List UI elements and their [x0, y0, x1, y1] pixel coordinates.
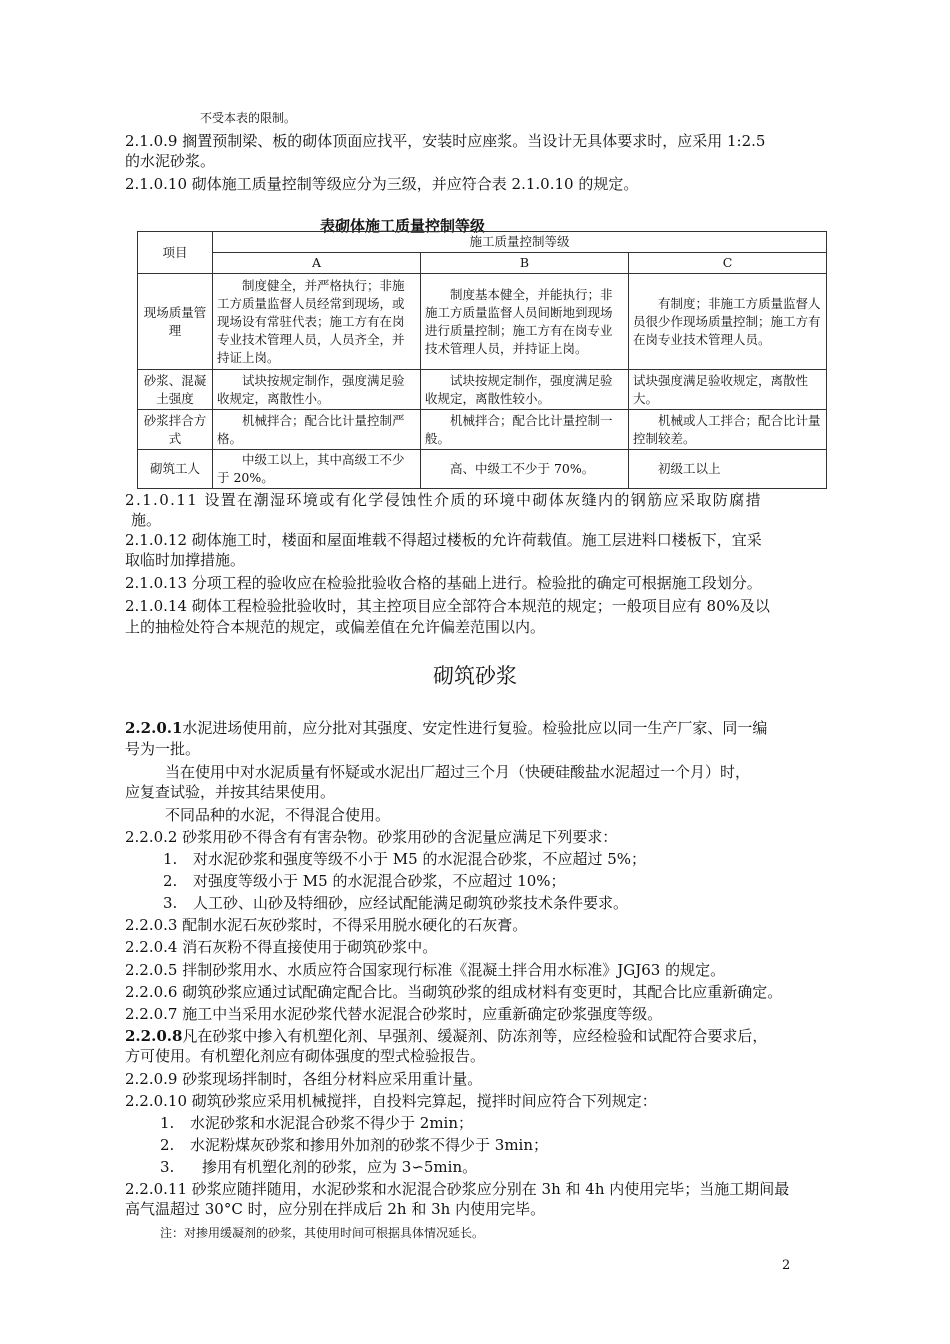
row-item: 现场质量管理 — [138, 274, 213, 370]
clause-2-2-0-1-para3: 不同品种的水泥，不得混合使用。 — [165, 806, 391, 824]
clause-2-2-0-1-line1 — [125, 718, 830, 738]
table-row — [138, 370, 827, 410]
clause-2-2-0-11-line1: 2.2.0.11 砂浆应随拌随用，水泥砂浆和水泥混合砂浆应分别在 3h 和 4h 内使用完毕；当施工期间最 — [125, 1180, 790, 1198]
section-title: 砌筑砂浆 — [433, 664, 517, 688]
table-row — [138, 450, 827, 489]
note: 注：对掺用缓凝剂的砂浆，其使用时间可根据具体情况延长。 — [160, 1226, 485, 1240]
table-row — [138, 274, 827, 370]
cell-b: 制度基本健全，并能执行；非施工方质量监督人员间断地到现场进行质量控制；施工方有在岗专业技术管理人员，并持证上岗。 — [421, 274, 629, 370]
cell-a: 制度健全，并严格执行；非施工方质量监督人员经常到现场，或现场设有常驻代表；施工方有在岗专业技术管理人员，人员齐全，并持证上岗。 — [213, 274, 421, 370]
clause-2-1-0-9-line2: 的水泥砂浆。 — [125, 152, 216, 170]
clause-2-2-0-1-para2-line2: 应复查试验，并按其结果使用。 — [125, 783, 336, 801]
row-item: 砂浆拌合方式 — [138, 410, 213, 450]
cell-c: 初级工以上 — [629, 450, 827, 489]
clause-2-2-0-8-line2: 方可使用。有机塑化剂应有砌体强度的型式检验报告。 — [125, 1047, 486, 1065]
cell-a: 试块按规定制作，强度满足验收规定，离散性小。 — [213, 370, 421, 410]
cell-c: 有制度；非施工方质量监督人员很少作现场质量控制；施工方有在岗专业技术管理人员。 — [629, 274, 827, 370]
clause-2-2-0-4: 2.2.0.4 消石灰粉不得直接使用于砌筑砂浆中。 — [125, 938, 438, 956]
clause-2-2-0-9: 2.2.0.9 砂浆现场拌制时，各组分材料应采用重计量。 — [125, 1070, 483, 1088]
clause-2-1-0-11-line2: 施。 — [131, 511, 162, 529]
list-item: 1. 水泥砂浆和水泥混合砂浆不得少于 2min； — [160, 1114, 473, 1132]
list-item: 2. 水泥粉煤灰砂浆和掺用外加剂的砂浆不得少于 3min； — [160, 1136, 548, 1154]
list-item: 2. 对强度等级小于 M5 的水泥混合砂浆，不应超过 10%； — [163, 872, 566, 890]
header-item: 项目 — [138, 232, 213, 274]
clause-2-2-0-1-para2-line1: 当在使用中对水泥质量有怀疑或水泥出厂超过三个月（快硬硅酸盐水泥超过一个月）时， — [165, 763, 751, 781]
clause-2-2-0-1-line2: 号为一批。 — [125, 740, 201, 758]
list-item: 3. 掺用有机塑化剂的砂浆，应为 3∽5min。 — [160, 1158, 478, 1176]
clause-2-2-0-5: 2.2.0.5 拌制砂浆用水、水质应符合国家现行标准《混凝土拌合用水标准》JGJ63 的规定。 — [125, 961, 726, 979]
cell-b: 试块按规定制作，强度满足验收规定，离散性较小。 — [421, 370, 629, 410]
row-item: 砌筑工人 — [138, 450, 213, 489]
quality-control-table — [137, 231, 827, 489]
header-grade-c: C — [629, 253, 827, 274]
intro-note: 不受本表的限制。 — [200, 111, 297, 125]
page-number: 2 — [782, 1258, 791, 1273]
clause-2-1-0-12-line2: 取临时加撑措施。 — [125, 551, 246, 569]
clause-2-2-0-7: 2.2.0.7 施工中当采用水泥砂浆代替水泥混合砂浆时，应重新确定砂浆强度等级。 — [125, 1005, 663, 1023]
clause-2-2-0-10: 2.2.0.10 砌筑砂浆应采用机械搅拌，自投料完算起，搅拌时间应符合下列规定： — [125, 1092, 657, 1110]
clause-2-2-0-3: 2.2.0.3 配制水泥石灰砂浆时，不得采用脱水硬化的石灰膏。 — [125, 916, 528, 934]
clause-2-1-0-14-line2: 上的抽检处符合本规范的规定，或偏差值在允许偏差范围以内。 — [125, 618, 546, 636]
header-grade-b: B — [421, 253, 629, 274]
header-grade-a: A — [213, 253, 421, 274]
list-item: 3. 人工砂、山砂及特细砂，应经试配能满足砌筑砂浆技术条件要求。 — [163, 894, 629, 912]
clause-2-1-0-13: 2.1.0.13 分项工程的验收应在检验批验收合格的基础上进行。检验批的确定可根据施工段划分。 — [125, 574, 762, 592]
cell-a: 机械拌合；配合比计量控制严格。 — [213, 410, 421, 450]
cell-b: 高、中级工不少于 70%。 — [421, 450, 629, 489]
clause-2-2-0-2: 2.2.0.2 砂浆用砂不得含有有害杂物。砂浆用砂的含泥量应满足下列要求： — [125, 828, 618, 846]
clause-2-1-0-12-line1: 2.1.0.12 砌体施工时，楼面和屋面堆载不得超过楼板的允许荷载值。施工层进料口楼板下，宜采 — [125, 531, 762, 549]
clause-2-1-0-14-line1: 2.1.0.14 砌体工程检验批验收时，其主控项目应全部符合本规范的规定；一般项目应有 80%及以 — [125, 597, 770, 615]
list-item: 1. 对水泥砂浆和强度等级不小于 M5 的水泥混合砂浆，不应超过 5%； — [163, 850, 647, 868]
header-level: 施工质量控制等级 — [213, 232, 827, 253]
clause-2-1-0-11-line1: 2.1.0.11 设置在潮湿环境或有化学侵蚀性介质的环境中砌体灰缝内的钢筋应采取防腐措 — [125, 491, 762, 509]
clause-2-1-0-9-line1: 2.1.0.9 搁置预制梁、板的砌体顶面应找平，安装时应座浆。当设计无具体要求时，应采用 1:2.5 — [125, 132, 766, 150]
cell-b: 机械拌合；配合比计量控制一般。 — [421, 410, 629, 450]
row-item: 砂浆、混凝土强度 — [138, 370, 213, 410]
clause-2-2-0-6: 2.2.0.6 砌筑砂浆应通过试配确定配合比。当砌筑砂浆的组成材料有变更时，其配合比应重新确定。 — [125, 983, 783, 1001]
clause-number: 2.2.0.1 — [125, 719, 183, 737]
clause-text: 凡在砂浆中掺入有机塑化剂、早强剂、缓凝剂、防冻剂等，应经检验和试配符合要求后， — [182, 1027, 768, 1045]
cell-a: 中级工以上，其中高级工不少于 20%。 — [213, 450, 421, 489]
clause-2-2-0-11-line2: 高气温超过 30°C 时，应分别在拌成后 2h 和 3h 内使用完毕。 — [125, 1200, 546, 1218]
clause-text: 水泥进场使用前，应分批对其强度、安定性进行复验。检验批应以同一生产厂家、同一编 — [182, 719, 768, 737]
cell-c: 试块强度满足验收规定，离散性大。 — [629, 370, 827, 410]
table-row — [138, 410, 827, 450]
table-caption: 表砌体施工质量控制等级 — [320, 217, 486, 235]
clause-2-2-0-8-line1 — [125, 1026, 830, 1046]
clause-2-1-0-10: 2.1.0.10 砌体施工质量控制等级应分为三级，并应符合表 2.1.0.10 的规定。 — [125, 175, 639, 193]
clause-number: 2.2.0.8 — [125, 1027, 183, 1045]
cell-c: 机械或人工拌合；配合比计量控制较差。 — [629, 410, 827, 450]
